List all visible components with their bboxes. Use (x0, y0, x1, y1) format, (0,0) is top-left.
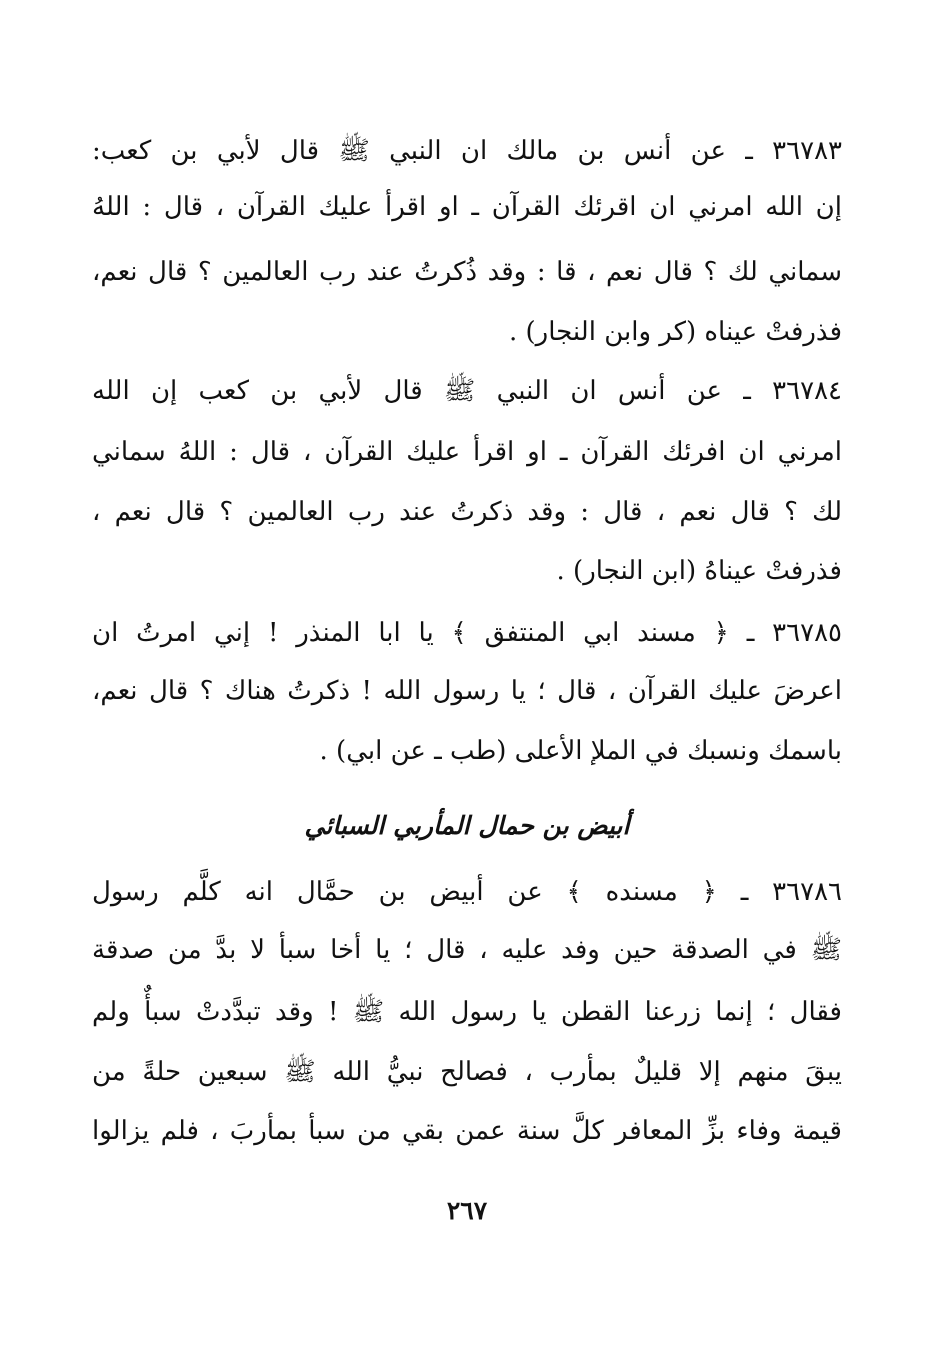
section-heading: أبيض بن حمال المأربي السبائي (304, 811, 630, 840)
entry-36784-line-2: امرني ان افرئك القرآن ـ او اقرأ عليك القرآن ، قال : اللهُ سماني (92, 437, 842, 467)
entry-36783-line-4: فذرفتْ عيناه (كر وابن النجار) . (509, 317, 842, 347)
entry-36785-line-2: اعرضَ عليك القرآن ، قال ؛ يا رسول الله ! ذكرتُ هناك ؟ قال نعم، (92, 676, 842, 706)
entry-36785-line-3: باسمك ونسبك في الملإ الأعلى (طب ـ عن ابي) . (319, 736, 842, 766)
entry-36783-line-1: ٣٦٧٨٣ ـ عن أنس بن مالك ان النبي ﷺ قال لأبي بن كعب: (92, 136, 842, 166)
page-number: ٢٦٧ (446, 1196, 488, 1225)
entry-36783-line-2: إن الله امرني ان اقرئك القرآن ـ او اقرأ عليك القرآن ، قال : اللهُ (92, 192, 842, 222)
entry-36783-line-3: سماني لك ؟ قال نعم ، قا : وقد ذُكرتُ عند رب العالمين ؟ قال نعم، (92, 257, 842, 287)
entry-36786-line-3: فقال ؛ إنما زرعنا القطن يا رسول الله ﷺ ! وقد تبدَّدتْ سبأٌ ولم (92, 997, 842, 1027)
entry-36784-line-3: لك ؟ قال نعم ، قال : وقد ذكرتُ عند رب العالمين ؟ قال نعم ، (92, 497, 842, 527)
entry-36786-line-5: قيمة وفاء بزِّ المعافر كلَّ سنة عمن بقي من سبأ بمأربَ ، فلم يزالوا (92, 1116, 842, 1146)
entry-36786-line-1: ٣٦٧٨٦ ـ ﴿ مسنده ﴾ عن أبيض بن حمَّال انه كلَّم رسول (92, 877, 842, 907)
entry-36784-line-4: فذرفتْ عيناهُ (ابن النجار) . (556, 556, 842, 586)
entry-36784-line-1: ٣٦٧٨٤ ـ عن أنس ان النبي ﷺ قال لأبي بن كعب إن الله (92, 376, 842, 406)
entry-36786-line-4: يبقَ منهم إلا قليلٌ بمأرب ، فصالح نبيُّ الله ﷺ سبعين حلةً من (92, 1057, 842, 1087)
entry-36786-line-2: ﷺ في الصدقة حين وفد عليه ، قال ؛ يا أخا سبأ لا بدَّ من صدقة (92, 935, 842, 965)
entry-36785-line-1: ٣٦٧٨٥ ـ ﴿ مسند ابي المنتفق ﴾ يا ابا المنذر ! إني امرتُ ان (92, 618, 842, 648)
